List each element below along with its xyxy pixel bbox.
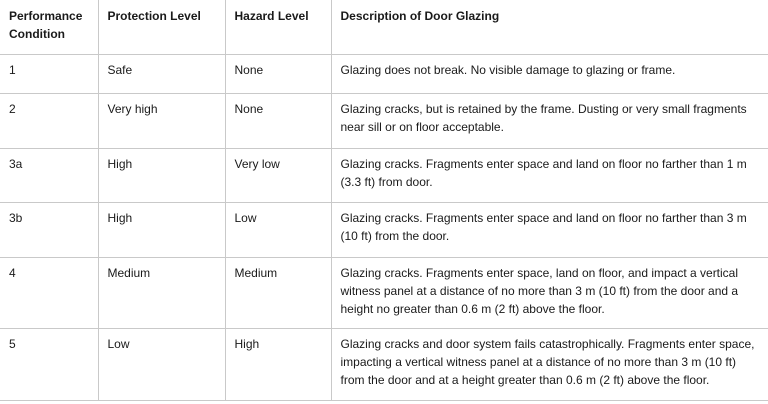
table-row: [0, 202, 768, 257]
table-row: [0, 148, 768, 202]
cell-condition: 4: [9, 265, 16, 280]
cell-description: Glazing cracks. Fragments enter space and land on floor no farther than 1 m (3.3 ft) from door.: [331, 148, 768, 202]
cell-protection: High: [98, 202, 225, 257]
cell-condition: 2: [9, 101, 16, 116]
cell-condition: 3b: [9, 210, 23, 225]
cell-hazard: Very low: [225, 148, 331, 202]
cell-description: Glazing cracks and door system fails catastrophically. Fragments enter space, impacting a vertical witness panel at a distance of no more than 3 m (10 ft) from the door and at a height greater than 0.6 m (2 ft) above the floor.: [331, 328, 768, 400]
cell-description: Glazing cracks. Fragments enter space and land on floor no farther than 3 m (10 ft) from the door.: [331, 202, 768, 257]
cell-protection: High: [98, 148, 225, 202]
header-protection-level: Protection Level: [98, 0, 225, 54]
cell-hazard: None: [225, 54, 331, 93]
cell-description: Glazing cracks, but is retained by the frame. Dusting or very small fragments near sill or on floor acceptable.: [331, 93, 768, 148]
cell-protection: Low: [98, 328, 225, 400]
header-hazard-level: Hazard Level: [225, 0, 331, 54]
cell-description: Glazing cracks. Fragments enter space, land on floor, and impact a vertical witness panel at a distance of no more than 3 m (10 ft) from the door and a height no greater than 0.6 m (2 ft) above the floor.: [331, 257, 768, 328]
cell-description: Glazing does not break. No visible damage to glazing or frame.: [331, 54, 768, 93]
header-performance-condition: Performance Condition: [9, 9, 83, 41]
cell-hazard: High: [225, 328, 331, 400]
cell-protection: Very high: [98, 93, 225, 148]
table-row: [0, 93, 768, 148]
cell-condition: 3a: [9, 156, 23, 171]
cell-condition: 1: [9, 62, 16, 77]
table-row: [0, 257, 768, 328]
header-description: Description of Door Glazing: [331, 0, 768, 54]
cell-hazard: Low: [225, 202, 331, 257]
cell-protection: Medium: [98, 257, 225, 328]
table-header-row: [0, 0, 768, 54]
table-row: [0, 54, 768, 93]
cell-condition: 5: [9, 336, 16, 351]
cell-protection: Safe: [98, 54, 225, 93]
table-row: [0, 328, 768, 400]
cell-hazard: Medium: [225, 257, 331, 328]
cell-hazard: None: [225, 93, 331, 148]
